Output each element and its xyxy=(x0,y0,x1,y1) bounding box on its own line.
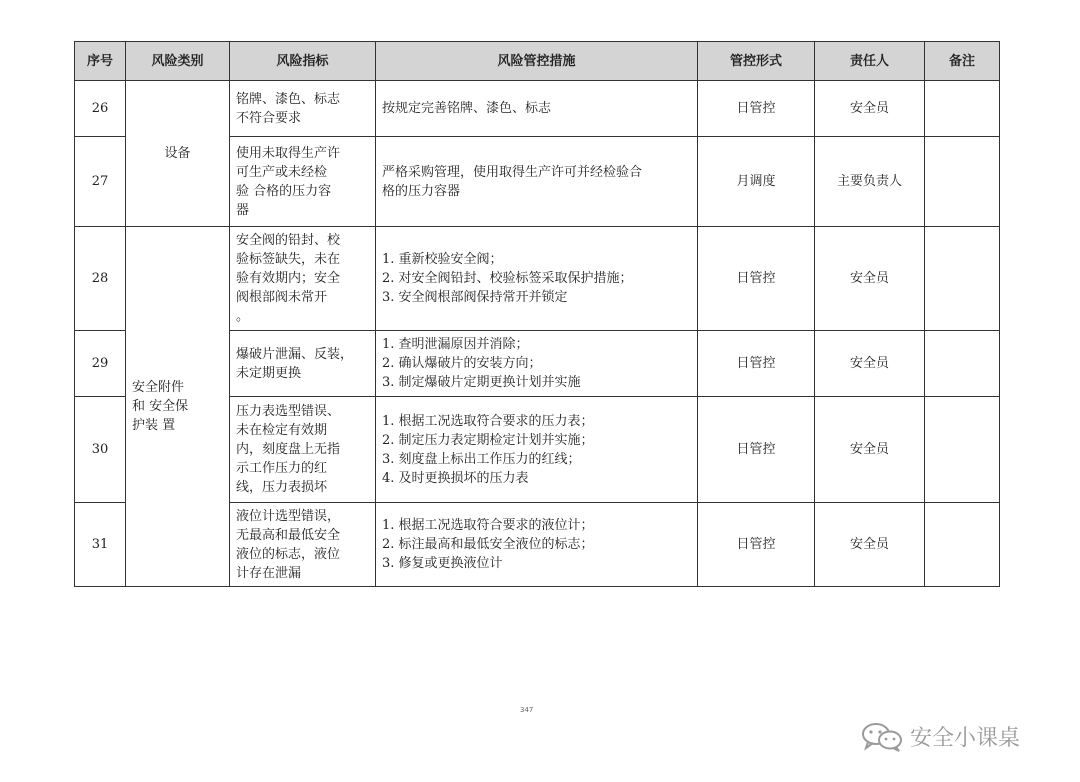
table-row xyxy=(75,227,1000,331)
form-cell: 日管控 xyxy=(698,331,815,397)
indicator-cell xyxy=(230,331,376,397)
header-indicator: 风险指标 xyxy=(230,42,376,81)
form-cell: 月调度 xyxy=(698,137,815,227)
indicator-line: 未在检定有效期 xyxy=(236,423,328,438)
form-cell: 日管控 xyxy=(698,503,815,587)
form-cell: 日管控 xyxy=(698,227,815,331)
measure-line: 1. 查明泄漏原因并消除； xyxy=(382,337,529,352)
header-form: 管控形式 xyxy=(698,42,815,81)
row-number: 28 xyxy=(75,227,126,331)
note-cell xyxy=(925,331,1000,397)
risk-control-table xyxy=(74,41,1000,587)
indicator-line: 示工作压力的红 xyxy=(236,461,328,476)
person-cell: 安全员 xyxy=(815,81,925,137)
measure-line: 3. 制定爆破片定期更换计划并实施 xyxy=(382,375,581,390)
indicator-line: 阀根部阀未常开 xyxy=(236,290,328,305)
measures-cell xyxy=(376,331,698,397)
note-cell xyxy=(925,397,1000,503)
header-no: 序号 xyxy=(75,42,126,81)
measure-line: 3. 修复或更换液位计 xyxy=(382,556,503,571)
row-number: 29 xyxy=(75,331,126,397)
table-row xyxy=(75,81,1000,137)
form-cell: 日管控 xyxy=(698,397,815,503)
measures-cell xyxy=(376,503,698,587)
header-row xyxy=(75,42,1000,81)
measure-line: 2. 标注最高和最低安全液位的标志； xyxy=(382,537,594,552)
note-cell xyxy=(925,81,1000,137)
form-cell: 日管控 xyxy=(698,81,815,137)
category-safety-accessories xyxy=(132,378,223,435)
indicator-line: 器 xyxy=(236,202,250,218)
header-category: 风险类别 xyxy=(126,42,230,81)
measure-line: 1. 根据工况选取符合要求的压力表； xyxy=(382,413,594,429)
person-cell: 安全员 xyxy=(815,331,925,397)
measures-cell xyxy=(376,81,698,137)
measure-line: 4. 及时更换损坏的压力表 xyxy=(382,470,529,486)
header-note: 备注 xyxy=(925,42,1000,81)
indicator-line: 。 xyxy=(236,309,250,324)
indicator-line: 不符合要求 xyxy=(236,110,302,126)
measure-line: 2. 对安全阀铅封、校验标签采取保护措施； xyxy=(382,271,633,286)
indicator-line: 铭牌、漆色、标志 xyxy=(236,91,341,107)
indicator-line: 安全阀的铅封、校 xyxy=(236,233,341,248)
measure-line: 按规定完善铭牌、漆色、标志 xyxy=(382,101,552,116)
category-equipment: 设备 xyxy=(164,146,191,161)
row-number: 31 xyxy=(75,503,126,587)
indicator-line: 内，刻度盘上无指 xyxy=(236,442,341,457)
measure-line: 3. 刻度盘上标出工作压力的红线； xyxy=(382,451,581,467)
row-number: 26 xyxy=(75,81,126,137)
person-cell: 安全员 xyxy=(815,397,925,503)
measures-cell xyxy=(376,227,698,331)
indicator-line: 计存在泄漏 xyxy=(236,565,302,581)
measure-line: 1. 重新校验安全阀； xyxy=(382,252,503,267)
measure-line: 2. 制定压力表定期检定计划并实施； xyxy=(382,432,594,448)
measure-line: 1. 根据工况选取符合要求的液位计； xyxy=(382,518,594,533)
note-cell xyxy=(925,503,1000,587)
indicator-line: 液位的标志，液位 xyxy=(236,546,341,562)
person-cell: 主要负责人 xyxy=(815,137,925,227)
measure-line: 格的压力容器 xyxy=(382,183,461,199)
measure-line: 2. 确认爆破片的安装方向； xyxy=(382,356,542,371)
indicator-line: 无最高和最低安全 xyxy=(236,527,341,543)
measure-line: 严格采购管理，使用取得生产许可并经检验合 xyxy=(382,164,643,180)
indicator-line: 线，压力表损坏 xyxy=(236,480,328,495)
row-number: 30 xyxy=(75,397,126,503)
measure-line: 3. 安全阀根部阀保持常开并锁定 xyxy=(382,290,568,305)
indicator-cell xyxy=(230,397,376,503)
person-cell: 安全员 xyxy=(815,503,925,587)
category-cell xyxy=(126,81,230,227)
indicator-cell xyxy=(230,81,376,137)
indicator-cell xyxy=(230,227,376,331)
indicator-line: 验 合格的压力容 xyxy=(236,183,332,199)
watermark-text: 安全小课桌 xyxy=(910,726,1021,751)
indicator-line: 验标签缺失，未在 xyxy=(236,252,341,267)
header-person: 责任人 xyxy=(815,42,925,81)
measures-cell xyxy=(376,137,698,227)
person-cell: 安全员 xyxy=(815,227,925,331)
page-number: 347 xyxy=(520,706,534,714)
indicator-line: 可生产或未经检 xyxy=(236,164,328,180)
measures-cell xyxy=(376,397,698,503)
note-cell xyxy=(925,227,1000,331)
category-line: 护装 置 xyxy=(132,418,176,433)
indicator-line: 压力表选型错误、 xyxy=(236,404,341,419)
wechat-icon xyxy=(860,722,904,752)
indicator-line: 爆破片泄漏、反装， xyxy=(236,346,354,362)
category-line: 和 安全保 xyxy=(132,399,189,414)
note-cell xyxy=(925,137,1000,227)
indicator-line: 液位计选型错误， xyxy=(236,508,341,524)
category-cell xyxy=(126,227,230,587)
indicator-cell xyxy=(230,503,376,587)
watermark xyxy=(860,721,1020,752)
indicator-line: 使用未取得生产许 xyxy=(236,145,341,161)
indicator-line: 验有效期内；安全 xyxy=(236,271,341,286)
indicator-line: 未定期更换 xyxy=(236,365,302,381)
row-number: 27 xyxy=(75,137,126,227)
category-line: 安全附件 xyxy=(132,380,185,395)
header-measures: 风险管控措施 xyxy=(376,42,698,81)
indicator-cell xyxy=(230,137,376,227)
